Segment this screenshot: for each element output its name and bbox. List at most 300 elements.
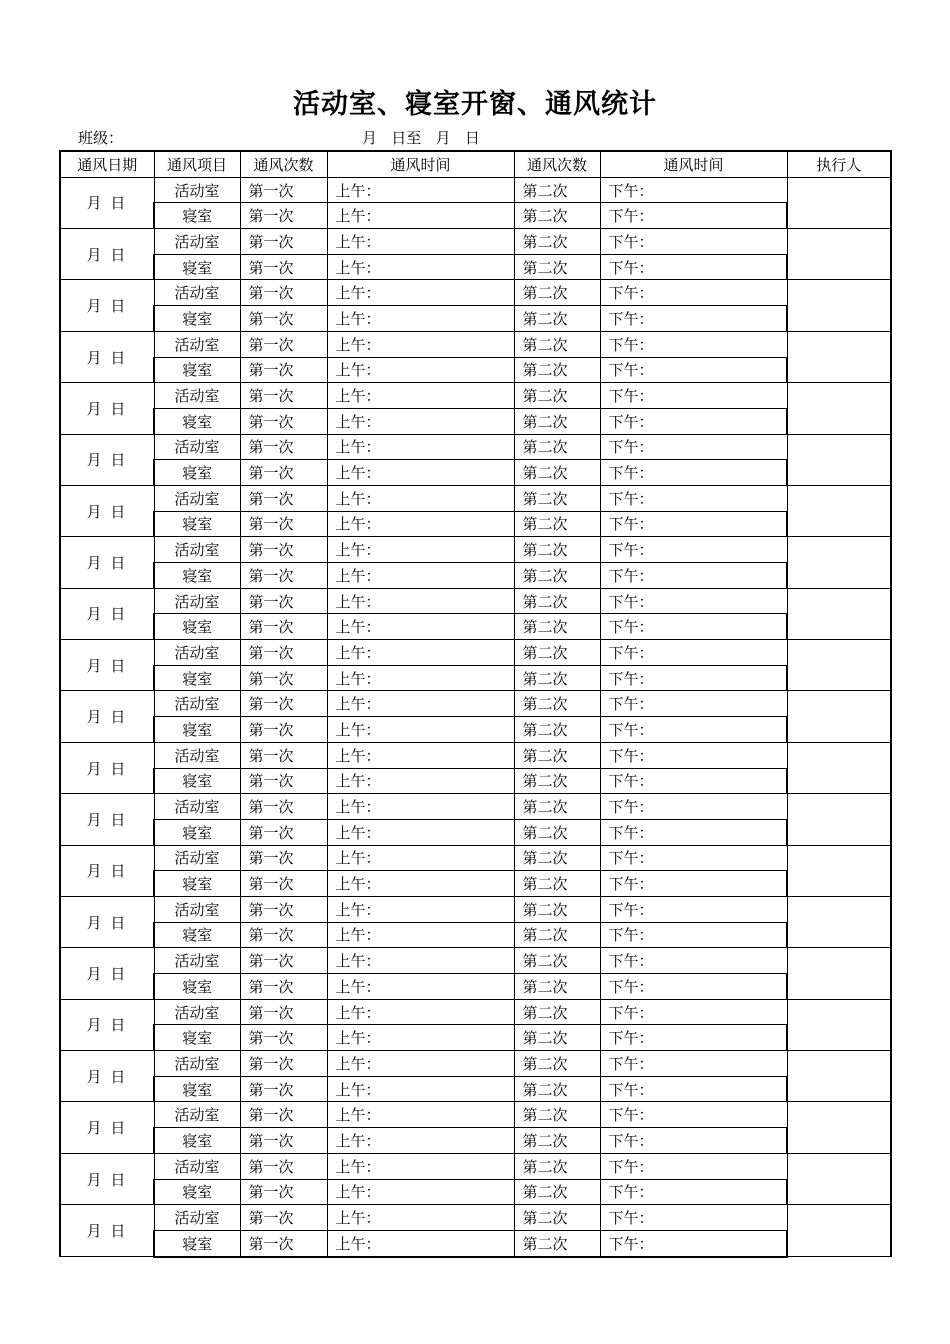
table-row bbox=[60, 1153, 891, 1179]
header-time-2: 通风时间 bbox=[600, 151, 787, 177]
first-count-cell: 第一次 bbox=[240, 896, 327, 922]
second-count-cell: 第二次 bbox=[514, 280, 600, 306]
first-count-cell: 第一次 bbox=[240, 1102, 327, 1128]
table-row bbox=[60, 511, 891, 537]
item-cell: 寝室 bbox=[154, 665, 240, 691]
date-cell: 月 日 bbox=[60, 1051, 154, 1102]
table-row bbox=[60, 1102, 891, 1128]
item-cell: 活动室 bbox=[154, 588, 240, 614]
executor-cell bbox=[787, 1153, 891, 1204]
table-row bbox=[60, 614, 891, 640]
executor-cell bbox=[787, 999, 891, 1050]
date-cell: 月 日 bbox=[60, 742, 154, 793]
first-time-cell: 上午： bbox=[327, 1102, 514, 1128]
first-time-cell: 上午： bbox=[327, 511, 514, 537]
first-time-cell: 上午： bbox=[327, 306, 514, 332]
executor-cell bbox=[787, 691, 891, 742]
executor-cell bbox=[787, 434, 891, 485]
date-cell: 月 日 bbox=[60, 383, 154, 434]
first-time-cell: 上午： bbox=[327, 203, 514, 229]
first-time-cell: 上午： bbox=[327, 974, 514, 1000]
item-cell: 寝室 bbox=[154, 1179, 240, 1205]
header-count-2: 通风次数 bbox=[514, 151, 600, 177]
first-time-cell: 上午： bbox=[327, 1153, 514, 1179]
second-count-cell: 第二次 bbox=[514, 665, 600, 691]
second-time-cell: 下午： bbox=[600, 948, 787, 974]
table-row bbox=[60, 588, 891, 614]
item-cell: 活动室 bbox=[154, 331, 240, 357]
item-cell: 活动室 bbox=[154, 948, 240, 974]
first-time-cell: 上午： bbox=[327, 691, 514, 717]
item-cell: 寝室 bbox=[154, 1128, 240, 1154]
executor-cell bbox=[787, 1205, 891, 1257]
first-time-cell: 上午： bbox=[327, 922, 514, 948]
table-row bbox=[60, 177, 891, 203]
second-count-cell: 第二次 bbox=[514, 614, 600, 640]
second-time-cell: 下午： bbox=[600, 794, 787, 820]
date-cell: 月 日 bbox=[60, 948, 154, 999]
first-time-cell: 上午： bbox=[327, 588, 514, 614]
table-row bbox=[60, 331, 891, 357]
header-item: 通风项目 bbox=[154, 151, 240, 177]
second-time-cell: 下午： bbox=[600, 742, 787, 768]
second-count-cell: 第二次 bbox=[514, 1076, 600, 1102]
table-row bbox=[60, 537, 891, 563]
first-count-cell: 第一次 bbox=[240, 485, 327, 511]
item-cell: 活动室 bbox=[154, 1102, 240, 1128]
second-time-cell: 下午： bbox=[600, 665, 787, 691]
second-time-cell: 下午： bbox=[600, 1025, 787, 1051]
date-cell: 月 日 bbox=[60, 896, 154, 947]
first-count-cell: 第一次 bbox=[240, 280, 327, 306]
item-cell: 活动室 bbox=[154, 640, 240, 666]
first-count-cell: 第一次 bbox=[240, 434, 327, 460]
second-time-cell: 下午： bbox=[600, 485, 787, 511]
first-time-cell: 上午： bbox=[327, 1051, 514, 1077]
second-time-cell: 下午： bbox=[600, 896, 787, 922]
table-row bbox=[60, 819, 891, 845]
first-time-cell: 上午： bbox=[327, 280, 514, 306]
table-row bbox=[60, 306, 891, 332]
executor-cell bbox=[787, 1102, 891, 1153]
second-time-cell: 下午： bbox=[600, 1230, 787, 1256]
second-count-cell: 第二次 bbox=[514, 306, 600, 332]
table-row bbox=[60, 948, 891, 974]
second-count-cell: 第二次 bbox=[514, 254, 600, 280]
item-cell: 寝室 bbox=[154, 871, 240, 897]
item-cell: 活动室 bbox=[154, 485, 240, 511]
second-count-cell: 第二次 bbox=[514, 1128, 600, 1154]
item-cell: 寝室 bbox=[154, 511, 240, 537]
table-row bbox=[60, 485, 891, 511]
date-cell: 月 日 bbox=[60, 331, 154, 382]
first-count-cell: 第一次 bbox=[240, 1230, 327, 1256]
first-time-cell: 上午： bbox=[327, 1128, 514, 1154]
table-row bbox=[60, 845, 891, 871]
second-count-cell: 第二次 bbox=[514, 588, 600, 614]
first-count-cell: 第一次 bbox=[240, 1025, 327, 1051]
table-row bbox=[60, 434, 891, 460]
table-row bbox=[60, 563, 891, 589]
second-time-cell: 下午： bbox=[600, 280, 787, 306]
item-cell: 寝室 bbox=[154, 819, 240, 845]
item-cell: 活动室 bbox=[154, 691, 240, 717]
first-time-cell: 上午： bbox=[327, 229, 514, 255]
first-count-cell: 第一次 bbox=[240, 1051, 327, 1077]
first-time-cell: 上午： bbox=[327, 819, 514, 845]
table-row bbox=[60, 408, 891, 434]
first-time-cell: 上午： bbox=[327, 254, 514, 280]
first-count-cell: 第一次 bbox=[240, 537, 327, 563]
table-row bbox=[60, 794, 891, 820]
first-count-cell: 第一次 bbox=[240, 665, 327, 691]
date-cell: 月 日 bbox=[60, 794, 154, 845]
first-count-cell: 第一次 bbox=[240, 1179, 327, 1205]
first-count-cell: 第一次 bbox=[240, 640, 327, 666]
second-time-cell: 下午： bbox=[600, 640, 787, 666]
first-count-cell: 第一次 bbox=[240, 1153, 327, 1179]
executor-cell bbox=[787, 640, 891, 691]
first-time-cell: 上午： bbox=[327, 768, 514, 794]
first-time-cell: 上午： bbox=[327, 408, 514, 434]
second-time-cell: 下午： bbox=[600, 1128, 787, 1154]
item-cell: 活动室 bbox=[154, 1205, 240, 1231]
executor-cell bbox=[787, 794, 891, 845]
header-count-1: 通风次数 bbox=[240, 151, 327, 177]
date-cell: 月 日 bbox=[60, 280, 154, 331]
first-time-cell: 上午： bbox=[327, 717, 514, 743]
second-count-cell: 第二次 bbox=[514, 974, 600, 1000]
table-row bbox=[60, 229, 891, 255]
first-count-cell: 第一次 bbox=[240, 1128, 327, 1154]
second-time-cell: 下午： bbox=[600, 254, 787, 280]
table-row bbox=[60, 1051, 891, 1077]
second-count-cell: 第二次 bbox=[514, 203, 600, 229]
item-cell: 活动室 bbox=[154, 999, 240, 1025]
item-cell: 活动室 bbox=[154, 229, 240, 255]
item-cell: 寝室 bbox=[154, 1230, 240, 1256]
table-row bbox=[60, 1025, 891, 1051]
second-count-cell: 第二次 bbox=[514, 563, 600, 589]
table-row bbox=[60, 1205, 891, 1231]
table-row bbox=[60, 254, 891, 280]
first-count-cell: 第一次 bbox=[240, 254, 327, 280]
item-cell: 寝室 bbox=[154, 922, 240, 948]
second-count-cell: 第二次 bbox=[514, 177, 600, 203]
date-cell: 月 日 bbox=[60, 1153, 154, 1204]
second-time-cell: 下午： bbox=[600, 614, 787, 640]
second-count-cell: 第二次 bbox=[514, 408, 600, 434]
item-cell: 活动室 bbox=[154, 794, 240, 820]
executor-cell bbox=[787, 588, 891, 639]
item-cell: 活动室 bbox=[154, 742, 240, 768]
second-time-cell: 下午： bbox=[600, 1205, 787, 1231]
second-count-cell: 第二次 bbox=[514, 999, 600, 1025]
executor-cell bbox=[787, 177, 891, 228]
first-count-cell: 第一次 bbox=[240, 588, 327, 614]
first-time-cell: 上午： bbox=[327, 948, 514, 974]
item-cell: 活动室 bbox=[154, 280, 240, 306]
table-row bbox=[60, 1230, 891, 1256]
date-cell: 月 日 bbox=[60, 177, 154, 228]
item-cell: 寝室 bbox=[154, 306, 240, 332]
item-cell: 活动室 bbox=[154, 1153, 240, 1179]
first-time-cell: 上午： bbox=[327, 1076, 514, 1102]
table-row bbox=[60, 974, 891, 1000]
first-count-cell: 第一次 bbox=[240, 306, 327, 332]
table-row bbox=[60, 383, 891, 409]
table-row bbox=[60, 203, 891, 229]
second-count-cell: 第二次 bbox=[514, 331, 600, 357]
first-count-cell: 第一次 bbox=[240, 177, 327, 203]
table-row bbox=[60, 665, 891, 691]
first-time-cell: 上午： bbox=[327, 383, 514, 409]
item-cell: 寝室 bbox=[154, 357, 240, 383]
header-date: 通风日期 bbox=[60, 151, 154, 177]
executor-cell bbox=[787, 742, 891, 793]
second-count-cell: 第二次 bbox=[514, 845, 600, 871]
executor-cell bbox=[787, 383, 891, 434]
first-count-cell: 第一次 bbox=[240, 1205, 327, 1231]
second-count-cell: 第二次 bbox=[514, 1205, 600, 1231]
first-count-cell: 第一次 bbox=[240, 331, 327, 357]
first-count-cell: 第一次 bbox=[240, 691, 327, 717]
table-row bbox=[60, 1128, 891, 1154]
executor-cell bbox=[787, 229, 891, 280]
second-time-cell: 下午： bbox=[600, 819, 787, 845]
first-count-cell: 第一次 bbox=[240, 794, 327, 820]
item-cell: 寝室 bbox=[154, 1025, 240, 1051]
second-count-cell: 第二次 bbox=[514, 768, 600, 794]
second-time-cell: 下午： bbox=[600, 460, 787, 486]
second-time-cell: 下午： bbox=[600, 922, 787, 948]
second-time-cell: 下午： bbox=[600, 383, 787, 409]
item-cell: 活动室 bbox=[154, 896, 240, 922]
table-row bbox=[60, 640, 891, 666]
second-time-cell: 下午： bbox=[600, 563, 787, 589]
table-row bbox=[60, 280, 891, 306]
first-time-cell: 上午： bbox=[327, 845, 514, 871]
second-count-cell: 第二次 bbox=[514, 537, 600, 563]
first-count-cell: 第一次 bbox=[240, 871, 327, 897]
second-count-cell: 第二次 bbox=[514, 485, 600, 511]
first-time-cell: 上午： bbox=[327, 1025, 514, 1051]
table-row bbox=[60, 922, 891, 948]
date-cell: 月 日 bbox=[60, 588, 154, 639]
first-count-cell: 第一次 bbox=[240, 948, 327, 974]
second-count-cell: 第二次 bbox=[514, 896, 600, 922]
first-count-cell: 第一次 bbox=[240, 845, 327, 871]
second-time-cell: 下午： bbox=[600, 408, 787, 434]
table-row bbox=[60, 999, 891, 1025]
first-count-cell: 第一次 bbox=[240, 203, 327, 229]
item-cell: 寝室 bbox=[154, 408, 240, 434]
second-time-cell: 下午： bbox=[600, 1179, 787, 1205]
table-row bbox=[60, 871, 891, 897]
first-time-cell: 上午： bbox=[327, 1179, 514, 1205]
second-count-cell: 第二次 bbox=[514, 383, 600, 409]
second-count-cell: 第二次 bbox=[514, 1102, 600, 1128]
second-count-cell: 第二次 bbox=[514, 1230, 600, 1256]
second-time-cell: 下午： bbox=[600, 1102, 787, 1128]
second-time-cell: 下午： bbox=[600, 717, 787, 743]
date-cell: 月 日 bbox=[60, 691, 154, 742]
ventilation-table bbox=[59, 150, 892, 1258]
table-row bbox=[60, 768, 891, 794]
second-time-cell: 下午： bbox=[600, 768, 787, 794]
second-time-cell: 下午： bbox=[600, 357, 787, 383]
second-time-cell: 下午： bbox=[600, 845, 787, 871]
first-count-cell: 第一次 bbox=[240, 614, 327, 640]
second-time-cell: 下午： bbox=[600, 1153, 787, 1179]
date-cell: 月 日 bbox=[60, 537, 154, 588]
executor-cell bbox=[787, 331, 891, 382]
second-count-cell: 第二次 bbox=[514, 1153, 600, 1179]
table-body bbox=[60, 177, 891, 1256]
second-time-cell: 下午： bbox=[600, 974, 787, 1000]
first-count-cell: 第一次 bbox=[240, 1076, 327, 1102]
table-row bbox=[60, 691, 891, 717]
item-cell: 寝室 bbox=[154, 203, 240, 229]
first-time-cell: 上午： bbox=[327, 563, 514, 589]
first-time-cell: 上午： bbox=[327, 177, 514, 203]
executor-cell bbox=[787, 280, 891, 331]
second-count-cell: 第二次 bbox=[514, 640, 600, 666]
table-row bbox=[60, 896, 891, 922]
date-cell: 月 日 bbox=[60, 1102, 154, 1153]
date-cell: 月 日 bbox=[60, 434, 154, 485]
first-time-cell: 上午： bbox=[327, 640, 514, 666]
second-time-cell: 下午： bbox=[600, 434, 787, 460]
second-count-cell: 第二次 bbox=[514, 434, 600, 460]
item-cell: 活动室 bbox=[154, 383, 240, 409]
item-cell: 寝室 bbox=[154, 974, 240, 1000]
item-cell: 活动室 bbox=[154, 845, 240, 871]
date-cell: 月 日 bbox=[60, 845, 154, 896]
table-row bbox=[60, 1179, 891, 1205]
second-time-cell: 下午： bbox=[600, 691, 787, 717]
first-count-cell: 第一次 bbox=[240, 460, 327, 486]
second-count-cell: 第二次 bbox=[514, 871, 600, 897]
date-range: 月 日至 月 日 bbox=[362, 129, 480, 147]
first-time-cell: 上午： bbox=[327, 794, 514, 820]
second-time-cell: 下午： bbox=[600, 537, 787, 563]
second-count-cell: 第二次 bbox=[514, 922, 600, 948]
table-row bbox=[60, 1076, 891, 1102]
first-time-cell: 上午： bbox=[327, 357, 514, 383]
table-row bbox=[60, 742, 891, 768]
item-cell: 活动室 bbox=[154, 537, 240, 563]
executor-cell bbox=[787, 845, 891, 896]
first-time-cell: 上午： bbox=[327, 434, 514, 460]
item-cell: 寝室 bbox=[154, 768, 240, 794]
date-cell: 月 日 bbox=[60, 485, 154, 536]
first-count-cell: 第一次 bbox=[240, 229, 327, 255]
first-count-cell: 第一次 bbox=[240, 408, 327, 434]
date-cell: 月 日 bbox=[60, 640, 154, 691]
first-count-cell: 第一次 bbox=[240, 511, 327, 537]
second-count-cell: 第二次 bbox=[514, 819, 600, 845]
executor-cell bbox=[787, 896, 891, 947]
date-cell: 月 日 bbox=[60, 229, 154, 280]
first-count-cell: 第一次 bbox=[240, 383, 327, 409]
page-title: 活动室、寝室开窗、通风统计 bbox=[293, 89, 657, 120]
second-time-cell: 下午： bbox=[600, 1051, 787, 1077]
first-time-cell: 上午： bbox=[327, 742, 514, 768]
item-cell: 寝室 bbox=[154, 1076, 240, 1102]
second-count-cell: 第二次 bbox=[514, 460, 600, 486]
first-time-cell: 上午： bbox=[327, 1205, 514, 1231]
first-time-cell: 上午： bbox=[327, 665, 514, 691]
second-count-cell: 第二次 bbox=[514, 691, 600, 717]
first-time-cell: 上午： bbox=[327, 331, 514, 357]
first-count-cell: 第一次 bbox=[240, 819, 327, 845]
first-count-cell: 第一次 bbox=[240, 922, 327, 948]
executor-cell bbox=[787, 948, 891, 999]
first-time-cell: 上午： bbox=[327, 871, 514, 897]
item-cell: 寝室 bbox=[154, 614, 240, 640]
first-time-cell: 上午： bbox=[327, 460, 514, 486]
second-time-cell: 下午： bbox=[600, 203, 787, 229]
executor-cell bbox=[787, 1051, 891, 1102]
first-count-cell: 第一次 bbox=[240, 357, 327, 383]
second-time-cell: 下午： bbox=[600, 306, 787, 332]
item-cell: 寝室 bbox=[154, 254, 240, 280]
first-time-cell: 上午： bbox=[327, 896, 514, 922]
second-count-cell: 第二次 bbox=[514, 1179, 600, 1205]
header-executor: 执行人 bbox=[787, 151, 891, 177]
class-label: 班级： bbox=[78, 129, 124, 147]
item-cell: 寝室 bbox=[154, 563, 240, 589]
second-time-cell: 下午： bbox=[600, 1076, 787, 1102]
second-count-cell: 第二次 bbox=[514, 1025, 600, 1051]
first-count-cell: 第一次 bbox=[240, 974, 327, 1000]
first-time-cell: 上午： bbox=[327, 485, 514, 511]
second-time-cell: 下午： bbox=[600, 999, 787, 1025]
first-time-cell: 上午： bbox=[327, 614, 514, 640]
second-time-cell: 下午： bbox=[600, 229, 787, 255]
executor-cell bbox=[787, 485, 891, 536]
second-time-cell: 下午： bbox=[600, 871, 787, 897]
header-time-1: 通风时间 bbox=[327, 151, 514, 177]
first-count-cell: 第一次 bbox=[240, 717, 327, 743]
first-count-cell: 第一次 bbox=[240, 742, 327, 768]
item-cell: 寝室 bbox=[154, 717, 240, 743]
first-time-cell: 上午： bbox=[327, 1230, 514, 1256]
date-cell: 月 日 bbox=[60, 999, 154, 1050]
executor-cell bbox=[787, 537, 891, 588]
first-count-cell: 第一次 bbox=[240, 768, 327, 794]
first-count-cell: 第一次 bbox=[240, 999, 327, 1025]
second-count-cell: 第二次 bbox=[514, 717, 600, 743]
second-count-cell: 第二次 bbox=[514, 794, 600, 820]
table-row bbox=[60, 357, 891, 383]
item-cell: 活动室 bbox=[154, 1051, 240, 1077]
item-cell: 活动室 bbox=[154, 434, 240, 460]
item-cell: 活动室 bbox=[154, 177, 240, 203]
second-time-cell: 下午： bbox=[600, 511, 787, 537]
item-cell: 寝室 bbox=[154, 460, 240, 486]
second-time-cell: 下午： bbox=[600, 588, 787, 614]
first-count-cell: 第一次 bbox=[240, 563, 327, 589]
first-time-cell: 上午： bbox=[327, 999, 514, 1025]
first-time-cell: 上午： bbox=[327, 537, 514, 563]
table-row bbox=[60, 460, 891, 486]
table-row bbox=[60, 717, 891, 743]
second-time-cell: 下午： bbox=[600, 331, 787, 357]
second-count-cell: 第二次 bbox=[514, 357, 600, 383]
second-time-cell: 下午： bbox=[600, 177, 787, 203]
